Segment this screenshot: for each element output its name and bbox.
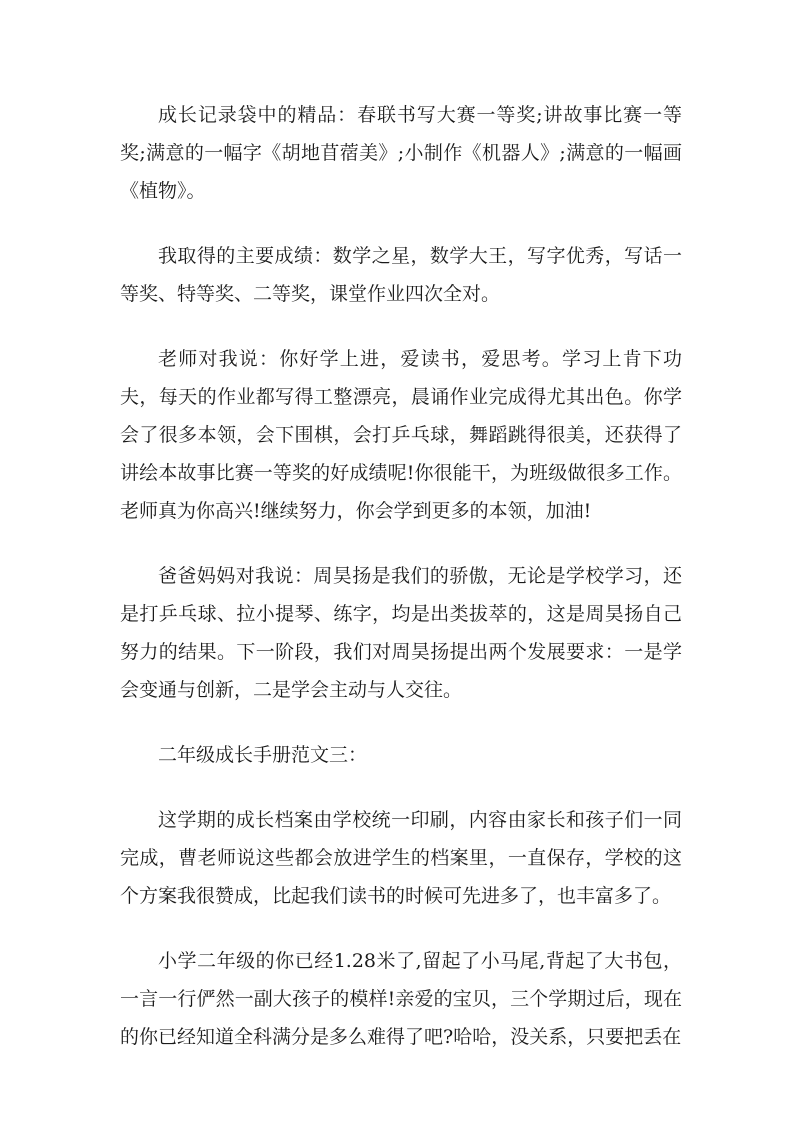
- paragraph-growth-archive: 这学期的成长档案由学校统一印刷，内容由家长和孩子们一同完成，曹老师说这些都会放进学生的档案里，一直保存，学校的这个方案我很赞成，比起我们读书的时候可先进多了，也丰富多了。: [120, 809, 682, 907]
- paragraph-letter-to-child: 小学二年级的你已经1.28米了,留起了小马尾,背起了大书包，一言一行俨然一副大孩子的模样!亲爱的宝贝，三个学期过后，现在的你已经知道全科满分是多么难得了吧?哈哈，没关系，只要把丢在: [120, 950, 682, 1048]
- document-page: [120, 96, 682, 1083]
- paragraph-parents-comment: 爸爸妈妈对我说：周昊扬是我们的骄傲，无论是学校学习，还是打乒乓球、拉小提琴、练字，均是出类拔萃的，这是周昊扬自己努力的结果。下一阶段，我们对周昊扬提出两个发展要求：一是学会变通与创新，二是学会主动与人交往。: [120, 565, 682, 701]
- paragraph-teacher-comment: 老师对我说：你好学上进，爱读书，爱思考。学习上肯下功夫，每天的作业都写得工整漂亮，晨诵作业完成得尤其出色。你学会了很多本领，会下围棋，会打乒乓球，舞蹈跳得很美，还获得了讲绘本故事比赛一等奖的好成绩呢!你很能干，为班级做很多工作。老师真为你高兴!继续努力，你会学到更多的本领，加油!: [120, 348, 682, 522]
- paragraph-achievements-portfolio: 成长记录袋中的精品：春联书写大赛一等奖;讲故事比赛一等奖;满意的一幅字《胡地苜蓿美》;小制作《机器人》;满意的一幅画《植物》。: [120, 104, 682, 202]
- section-heading: 二年级成长手册范文三：: [158, 744, 368, 766]
- paragraph-main-results: 我取得的主要成绩：数学之星，数学大王，写字优秀，写话一等奖、特等奖、二等奖，课堂作业四次全对。: [120, 245, 682, 305]
